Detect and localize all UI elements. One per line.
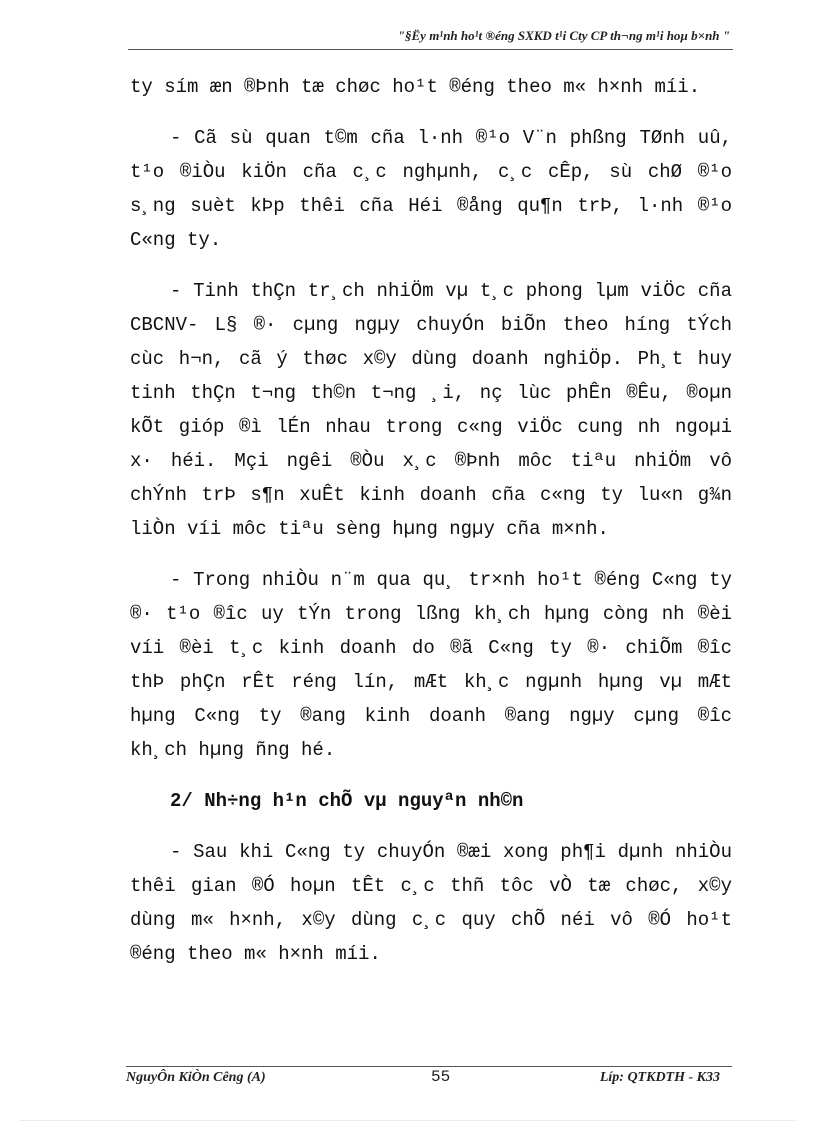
paragraph-5: - Sau khi C«ng ty chuyÓn ®æi xong ph¶i dµnh nhiÒu thêi gian ®Ó hoµn tÊt c¸c thñ tôc vÒ tæ chøc, x©y dùng m« h×nh, x©y dùng c¸c quy chÕ néi vô ®Ó ho¹t ®éng theo m« h×nh míi. (130, 841, 732, 965)
header-divider (128, 49, 733, 50)
page-footer (126, 1068, 732, 1090)
paragraph-3: - Tinh thÇn tr¸ch nhiÖm vµ t¸c phong lµm viÖc cña CBCNV- L§ ®· cµng ngµy chuyÓn biÕn theo híng tÝch cùc h¬n, cã ý thøc x©y dùng doanh nghiÖp. Ph¸t huy tinh thÇn t¬ng th©n t¬ng ¸i, nç lùc phÊn ®Êu, ®oµn kÕt gióp ®ì lÉn nhau trong c«ng viÖc cung nh ngoµi x· héi. Mçi ngêi ®Òu x¸c ®Þnh môc tiªu nhiÖm vô chÝnh trÞ s¶n xuÊt kinh doanh cña c«ng ty lu«n g¾n liÒn víi môc tiªu sèng hµng ngµy cña m×nh. (130, 280, 732, 540)
page-number: 55 (431, 1068, 451, 1086)
bottom-dotted-edge (20, 1120, 796, 1121)
document-body (130, 70, 732, 988)
paragraph-4: - Trong nhiÒu n¨m qua qu¸ tr×nh ho¹t ®éng C«ng ty ®· t¹o ®îc uy tÝn trong lßng kh¸ch hµng còng nh ®èi víi ®èi t¸c kinh doanh do ®ã C«ng ty ®· chiÕm ®îc thÞ phÇn rÊt réng lín, mÆt kh¸c ngµnh hµng vµ mÆt hµng C«ng ty ®ang kinh doanh ®ang ngµy cµng ®îc kh¸ch hµng ñng hé. (130, 569, 732, 761)
running-header: "§Ëy m¹nh ho¹t ®éng SXKD t¹i Cty CP th¬ng m¹i hoµ b×nh " (397, 28, 730, 43)
footer-divider (126, 1066, 732, 1067)
paragraph-1: ty sím æn ®Þnh tæ chøc ho¹t ®éng theo m« h×nh míi. (130, 76, 701, 98)
paragraph-2: - Cã sù quan t©m cña l·nh ®¹o V¨n phßng TØnh uû, t¹o ®iÒu kiÖn cña c¸c nghµnh, c¸c cÊp, sù chØ ®¹o s¸ng suèt kÞp thêi cña Héi ®ång qu¶n trÞ, l·nh ®¹o C«ng ty. (130, 127, 732, 251)
section-heading: 2/ Nh÷ng h¹n chÕ vµ nguyªn nh©n (170, 790, 524, 812)
footer-class: Líp: QTKDTH - K33 (599, 1070, 720, 1085)
footer-author: NguyÔn KiÒn Cêng (A) (126, 1070, 266, 1085)
